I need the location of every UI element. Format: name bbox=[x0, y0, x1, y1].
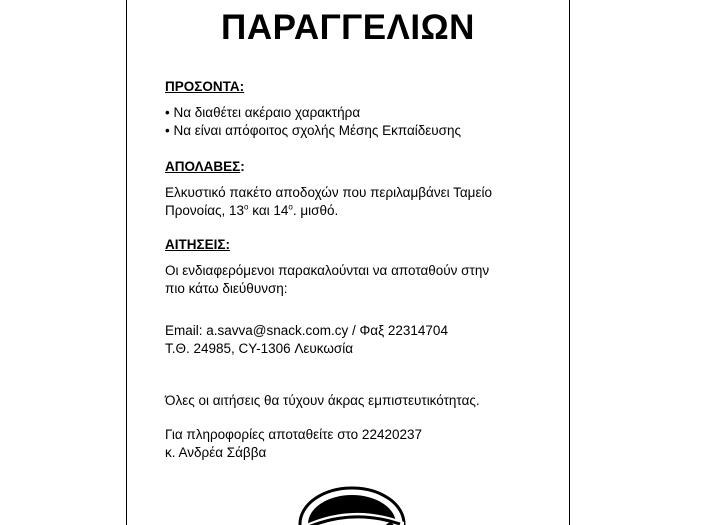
requirement-item: • Να είναι απόφοιτος σχολής Μέσης Εκπαίδευσης bbox=[165, 123, 462, 138]
benefits-text: και 14 bbox=[248, 203, 289, 218]
benefits-line: Ελκυστικό πακέτο αποδοχών που περιλαμβάνει Ταμείο bbox=[165, 185, 492, 200]
benefits-line-2 bbox=[165, 202, 559, 220]
requirement-item: • Να διαθέτει ακέραιο χαρακτήρα bbox=[165, 105, 361, 120]
applications-section bbox=[165, 236, 559, 462]
contact-po-box: Τ.Θ. 24985, CY-1306 Λευκωσία bbox=[165, 341, 354, 356]
contact-person: κ. Ανδρέα Σάββα bbox=[165, 445, 267, 460]
superscript: ο bbox=[244, 202, 249, 212]
document-page bbox=[126, 0, 570, 525]
contact-email-fax: Email: a.savva@snack.com.cy / Φαξ 22314704 bbox=[165, 323, 448, 338]
benefits-heading-colon: : bbox=[240, 159, 245, 174]
requirements-heading: ΠΡΟΣΟΝΤΑ: bbox=[165, 79, 245, 94]
benefits-heading: ΑΠΟΛΑΒΕΣ bbox=[165, 159, 241, 174]
benefits-text: . μισθό. bbox=[292, 203, 339, 218]
superscript: ο bbox=[288, 202, 293, 212]
benefits-heading-row bbox=[165, 158, 559, 176]
applications-line: πιο κάτω διεύθυνση: bbox=[165, 281, 288, 296]
info-line: Για πληροφορίες αποταθείτε στο 22420237 bbox=[165, 427, 423, 442]
requirements-section bbox=[165, 78, 559, 140]
applications-heading: ΑΙΤΗΣΕΙΣ: bbox=[165, 237, 230, 252]
applications-line: Οι ενδιαφερόμενοι παρακαλούνται να αποταθούν στην bbox=[165, 263, 490, 278]
benefits-text: Προνοίας, 13 bbox=[165, 203, 245, 218]
confidentiality-note: Όλες οι αιτήσεις θα τύχουν άκρας εμπιστευτικότητας. bbox=[165, 393, 480, 408]
benefits-section bbox=[165, 158, 559, 220]
company-logo-icon bbox=[292, 482, 412, 525]
page-title: ΠΑΡΑΓΓΕΛΙΩΝ bbox=[221, 8, 475, 47]
